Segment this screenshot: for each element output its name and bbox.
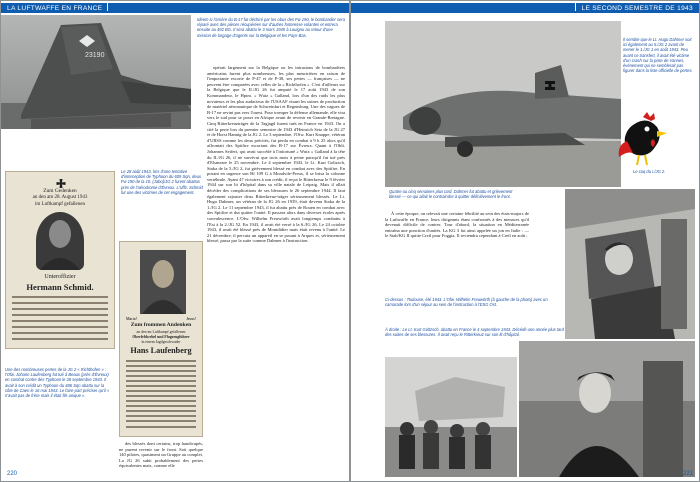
rooster-caption: Le coq du I./JG 2. xyxy=(633,169,666,174)
typhoon-caption: Le 28 août 1943, lors d'une tentative d'interception de Typhoon du 609 Sqn, deux Fw 190 de la 10. (Jabo)/JG 2 furent abattus près de l'aérodrome d'Évreux. L'Uffz. Schmid fut une des victimes de cet engagement. xyxy=(121,169,203,195)
schmid-name: Hermann Schmid. xyxy=(26,282,94,292)
group-photo xyxy=(385,357,517,477)
left-body-col1-bottom: des blessés dont certains, trop handicapés, ne purent revenir sur le front. Soit quelque 140 pilotes, quasiment un Gruppe au complet. La JG 26 subit probablement des pertes équivalentes mais, comme elle xyxy=(119,441,203,469)
b17-tail-photo xyxy=(1,15,191,129)
laufenberg-line2: an den im Luftkampf gefallenen xyxy=(136,330,186,334)
left-header-text: LA LUFTWAFFE EN FRANCE xyxy=(7,5,103,12)
dahmer-caption: Il semble que le Lt. Hugo Dahmer soit ici également au 5./JG 2 avant de mener le 1./JG 1 en août 1943. Peu avant ce transfert, il avait été victime d'un crash sur la piste de Vannes, événement qui ne semblerait pas figurer dans la liste officielle de pertes. xyxy=(623,37,693,74)
right-page-number: 221 xyxy=(682,471,693,477)
right-page xyxy=(351,1,699,481)
b17-caption: Idéem si l'arrière du B-17 fut déchiré par les obus des Fw 190, le bombardier sera réparé avec des pièces récupérées sur d'autres forteresse volantes et entrera ensuite au 492 BG. Il sera abattu le 3 mars 1945 à Louignu au retour d'une mission de largage d'agents sur la Belgique et les Pays-Bas. xyxy=(197,17,346,38)
memorial-card-laufenberg xyxy=(119,241,203,437)
right-running-header xyxy=(351,3,699,13)
laufenberg-caption: Une des nombreuses pertes de la JG 2 « Richthofen » : l'Ofw. Johann Laufenberg fut tué à Beaux (près d'Évreux) en combat contre des Typhoon le 28 septembre 1943. Il avait à son crédit un Typhoon du 486 Sqn abattu sur la côte de Caen le 16 mai 1943. Le faire-part préciser qu'il « n'avait pas de frère mais il était fils unique ». xyxy=(5,367,110,399)
fw190-illustration xyxy=(385,21,621,187)
laufenberg-line1: Zum frommen Andenken xyxy=(130,322,192,328)
mid-caption: Quatre ou cinq semaines plus tard, Dahmer fut abattu et grièvement blessé — ce qui allait le contraindre à quitter définitivement le front. xyxy=(389,189,513,200)
left-page-number: 220 xyxy=(7,471,18,477)
group-illustration xyxy=(385,357,517,477)
cockpit-illustration xyxy=(565,189,695,339)
goltzsch-illustration xyxy=(519,341,695,477)
laufenberg-line4: in einem Jagdgeschwader xyxy=(141,340,181,344)
laufenberg-portrait xyxy=(140,250,186,314)
right-header-text: LE SECOND SEMESTRE DE 1943 xyxy=(581,5,693,12)
rooster-emblem-icon xyxy=(613,111,673,167)
laufenberg-verse2: Jesus! xyxy=(186,316,196,321)
schmid-card-line1: Zum Gedenken xyxy=(43,188,77,194)
laufenberg-name: Hans Laufenberg xyxy=(130,346,192,355)
schmid-card-line3: im Luftkampf gefallenen xyxy=(35,202,85,207)
laufenberg-line3: Oberfeldwebel und Flugzeugführer xyxy=(132,335,190,339)
right-body: À cette époque, on relevait une certaine fébrilité au sein des états-majors de la Luftwaffe en France, leurs dirigeants étant confrontés à des menaces qu'il devenait difficile de contrer. Tour d'abord, la situation en Méditerranée entraîna une ponction d'unités. La KG 3 fut ainsi appelée un jon en Italie : — le Stab/KG II quitte Creil pour Foggia. Il reviendra cependant à Creil en août ; xyxy=(385,211,529,239)
aircraft-serial: 23190 xyxy=(85,52,105,59)
schmid-portrait xyxy=(36,212,84,270)
goltzsch-portrait-photo xyxy=(519,341,695,477)
left-running-header xyxy=(1,3,349,13)
fw190-dahmer-photo xyxy=(385,21,621,187)
b17-tail-illustration xyxy=(1,15,191,129)
goltzsch-caption: À droite : Le Lt. Kurt Goltzsch, abattu en France le 4 septembre 1943. Décédé une année plus tard des suites de ses blessures. Il avait reçu le Ritterkreuz sur son lit d'hôpital. xyxy=(385,327,564,338)
left-page xyxy=(1,1,349,481)
freuwirth-cockpit-photo xyxy=(565,189,695,339)
iron-cross-icon xyxy=(56,176,66,186)
schmid-card-line2: an den am 28. August 1943 xyxy=(32,195,88,200)
freuwirth-caption: Ci-dessus : Toulouse, été 1943. L'Ofw. Wilhelm Freuwörth (à gauche de la photo) avec un camarade lors d'un séjour au sein de l'instruction à l'ESG Ost. xyxy=(385,297,548,308)
schmid-rank: Unteroffizier xyxy=(44,274,76,280)
laufenberg-verse1: Maria! xyxy=(126,316,137,321)
memorial-card-schmid xyxy=(5,171,115,349)
left-body-col2: opérait largement sur la Belgique ou les intrusions de bombardiers américains furent plus nombreuses, les plus meurtrières en raison de l'importante escorte de P-47 et de P-38, ses pertes — françaises — ne peuvent être comparées avec celles de la « Richthofen ». C'est d'ailleurs sur la Belgique que le II./JG 26 fut amputé le 17 août 1943 de son Kommandeur, le Hptm. « Wutz » Galland, lors d'un des raids les plus novateurs et les plus audacieux de l'USAAF visant les usines de production de matériel aéronautique de Schweinfurt et Regensburg. Une des vagues de B-17 ne revint pas vers l'ouest. Pour tromper la défense allemande, elle vira vers le sud pour se poser en Afrique avant de revenir en Grande-Bretagne. Cinq Ritterkreuzträger de la Tagjagd furent tués en France en 1943. On a cité la perte lors du premier semestre de 1943 d'Heinrich Setz de la JG 27 et de Horst Hannig de la JG 2. Le 3 septembre, l'Ofw. Kurt Knappe, vétéran d'URSS comme les deux précités, fut perdu en combat à 9 h 25 alors qu'il affrontait des Spitfire escortant des B-17 sur Évreux. Quant à l'Oblt. Johannes Seifert, qui avait succédé à l'infortuné « Wutz » Galland à la tête du II./JG 26, il ne survécut que trois mois à peine puisqu'il fut tué près d'Elsmeare le 25 novembre. Le 4 septembre 1943, le Lt. Kurt Goltzsch, Staka de la 5./JG 2, fut grièvement blessé en combat avec des Spitfire. En posant en urgence son Bf 109 G à Mondvile-Preux, il se brisa la colonne vertébrale. Ayant 47 victoires à son crédit, il reçut le Ritterkreuz le 9 février 1944 sur son lit d'hôpital dans sa ville natale de Leipzig. Mais il allait décéder des complications de ses blessures le 26 septembre 1944. Il faut également rajouter deux Ritterkreuz-träger sérieusement blessés. Le Lt. Hugo Dahmer, un vétéran de la JG 26 en 1939, était devenu Staka de la 1./JG 2. Le 11 septembre 1943, il fut abattu près de Rouen en combat avec des Spitfire et dut quitter l'unité. Il passera alors dans diverses écoles après convalescence. L'Ofw. Wilhelm Freuwörth avait longtemps combattu à l'Est à la 2./JG 52. En 1943, il avait été versé à la 6./JG 26. Le 24 octobre 1943, il avait été blessé près de Montdidier mais était revenu à l'unité. Le 21 décembre, il percuta un appareil en se posant à Arques et, sérieusement blessé, passa par la suite comme Dahmer à l'instruction. xyxy=(207,65,345,244)
